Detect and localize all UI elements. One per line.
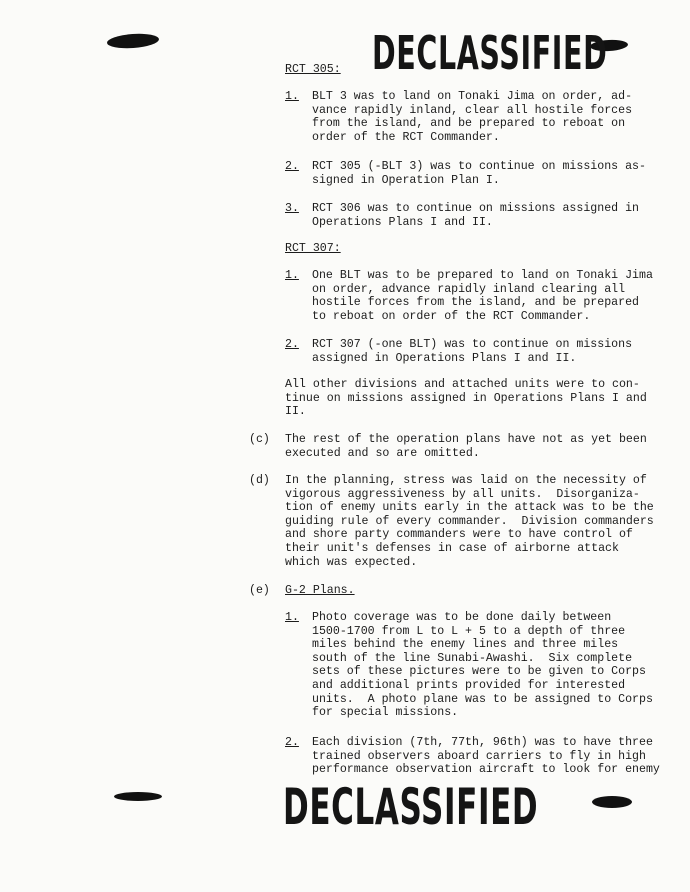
section-c-text xyxy=(285,433,647,460)
section-c-label: (c) xyxy=(249,433,270,446)
text-line: executed and so are omitted. xyxy=(285,446,480,460)
text-line: RCT 307 (-one BLT) was to continue on missions xyxy=(312,338,633,351)
text-line: signed in Operation Plan I. xyxy=(312,173,500,187)
text-line: assigned in Operations Plans I and II. xyxy=(312,351,577,365)
rct307-item-2-text xyxy=(312,338,632,365)
rct305-item-1-number: 1. xyxy=(285,90,299,103)
rct305-item-2-text xyxy=(312,160,646,187)
text-line: and additional prints provided for interested xyxy=(312,678,626,692)
text-line: which was expected. xyxy=(285,555,418,569)
text-line: RCT 306 was to continue on missions assigned in xyxy=(312,202,639,215)
text-line: RCT 305 (-BLT 3) was to continue on missions as- xyxy=(312,160,646,173)
text-line: order of the RCT Commander. xyxy=(312,130,500,144)
text-line: sets of these pictures were to be given to Corps xyxy=(312,665,646,679)
text-line: vance rapidly inland, clear all hostile forces xyxy=(312,103,633,117)
declassified-stamp-bottom: DECLASSIFIED xyxy=(283,778,539,836)
text-line: from the island, and be prepared to reboat on xyxy=(312,117,626,131)
text-line: to reboat on order of the RCT Commander. xyxy=(312,309,591,323)
text-line: tinue on missions assigned in Operations Plans I and xyxy=(285,391,647,405)
text-line: vigorous aggressiveness by all units. Disorganiza- xyxy=(285,487,640,501)
section-d-label: (d) xyxy=(249,474,270,487)
text-line: II. xyxy=(285,405,306,419)
section-e-heading: G-2 Plans. xyxy=(285,584,355,597)
rct307-item-1-number: 1. xyxy=(285,269,299,282)
text-line: Operations Plans I and II. xyxy=(312,215,493,229)
text-line: tion of enemy units early in the attack was to be the xyxy=(285,501,654,515)
section-e-item-2-text xyxy=(312,736,660,777)
text-line: Photo coverage was to be done daily between xyxy=(312,611,612,624)
all-other-paragraph xyxy=(285,378,647,419)
text-line: units. A photo plane was to be assigned to Corps xyxy=(312,692,653,706)
redaction-blot xyxy=(592,796,632,808)
rct305-heading: RCT 305: xyxy=(285,63,341,76)
text-line: trained observers aboard carriers to fly in high xyxy=(312,749,646,763)
text-line: 1500-1700 from L to L + 5 to a depth of three xyxy=(312,624,626,638)
text-line: miles behind the enemy lines and three miles xyxy=(312,638,619,652)
section-e-item-1-text xyxy=(312,611,653,720)
text-line: for special missions. xyxy=(312,706,459,720)
text-line: south of the line Sunabi-Awashi. Six complete xyxy=(312,651,633,665)
text-line: One BLT was to be prepared to land on Tonaki Jima xyxy=(312,269,653,282)
section-e-item-2-number: 2. xyxy=(285,736,299,749)
text-line: guiding rule of every commander. Division commanders xyxy=(285,514,654,528)
section-e-label: (e) xyxy=(249,584,270,597)
text-line: on order, advance rapidly inland clearing all xyxy=(312,282,626,296)
rct305-item-1-text xyxy=(312,90,632,144)
text-line: their unit's defenses in case of airborne attack xyxy=(285,541,619,555)
text-line: BLT 3 was to land on Tonaki Jima on order, ad- xyxy=(312,90,633,103)
text-line: and shore party commanders were to have control of xyxy=(285,528,633,542)
text-line: hostile forces from the island, and be prepared xyxy=(312,296,639,310)
redaction-blot xyxy=(107,32,160,50)
rct305-item-3-text xyxy=(312,202,639,229)
rct307-heading: RCT 307: xyxy=(285,242,341,255)
rct307-item-1-text xyxy=(312,269,653,323)
section-e-item-1-number: 1. xyxy=(285,611,299,624)
rct305-item-2-number: 2. xyxy=(285,160,299,173)
rct307-item-2-number: 2. xyxy=(285,338,299,351)
text-line: performance observation aircraft to look for enemy xyxy=(312,763,660,777)
redaction-blot xyxy=(114,792,162,801)
text-line: All other divisions and attached units were to con- xyxy=(285,378,640,391)
text-line: In the planning, stress was laid on the necessity of xyxy=(285,474,647,487)
rct305-item-3-number: 3. xyxy=(285,202,299,215)
section-d-text xyxy=(285,474,654,569)
text-line: The rest of the operation plans have not as yet been xyxy=(285,433,647,446)
text-line: Each division (7th, 77th, 96th) was to have three xyxy=(312,736,653,749)
declassified-stamp-top: DECLASSIFIED xyxy=(372,26,608,80)
